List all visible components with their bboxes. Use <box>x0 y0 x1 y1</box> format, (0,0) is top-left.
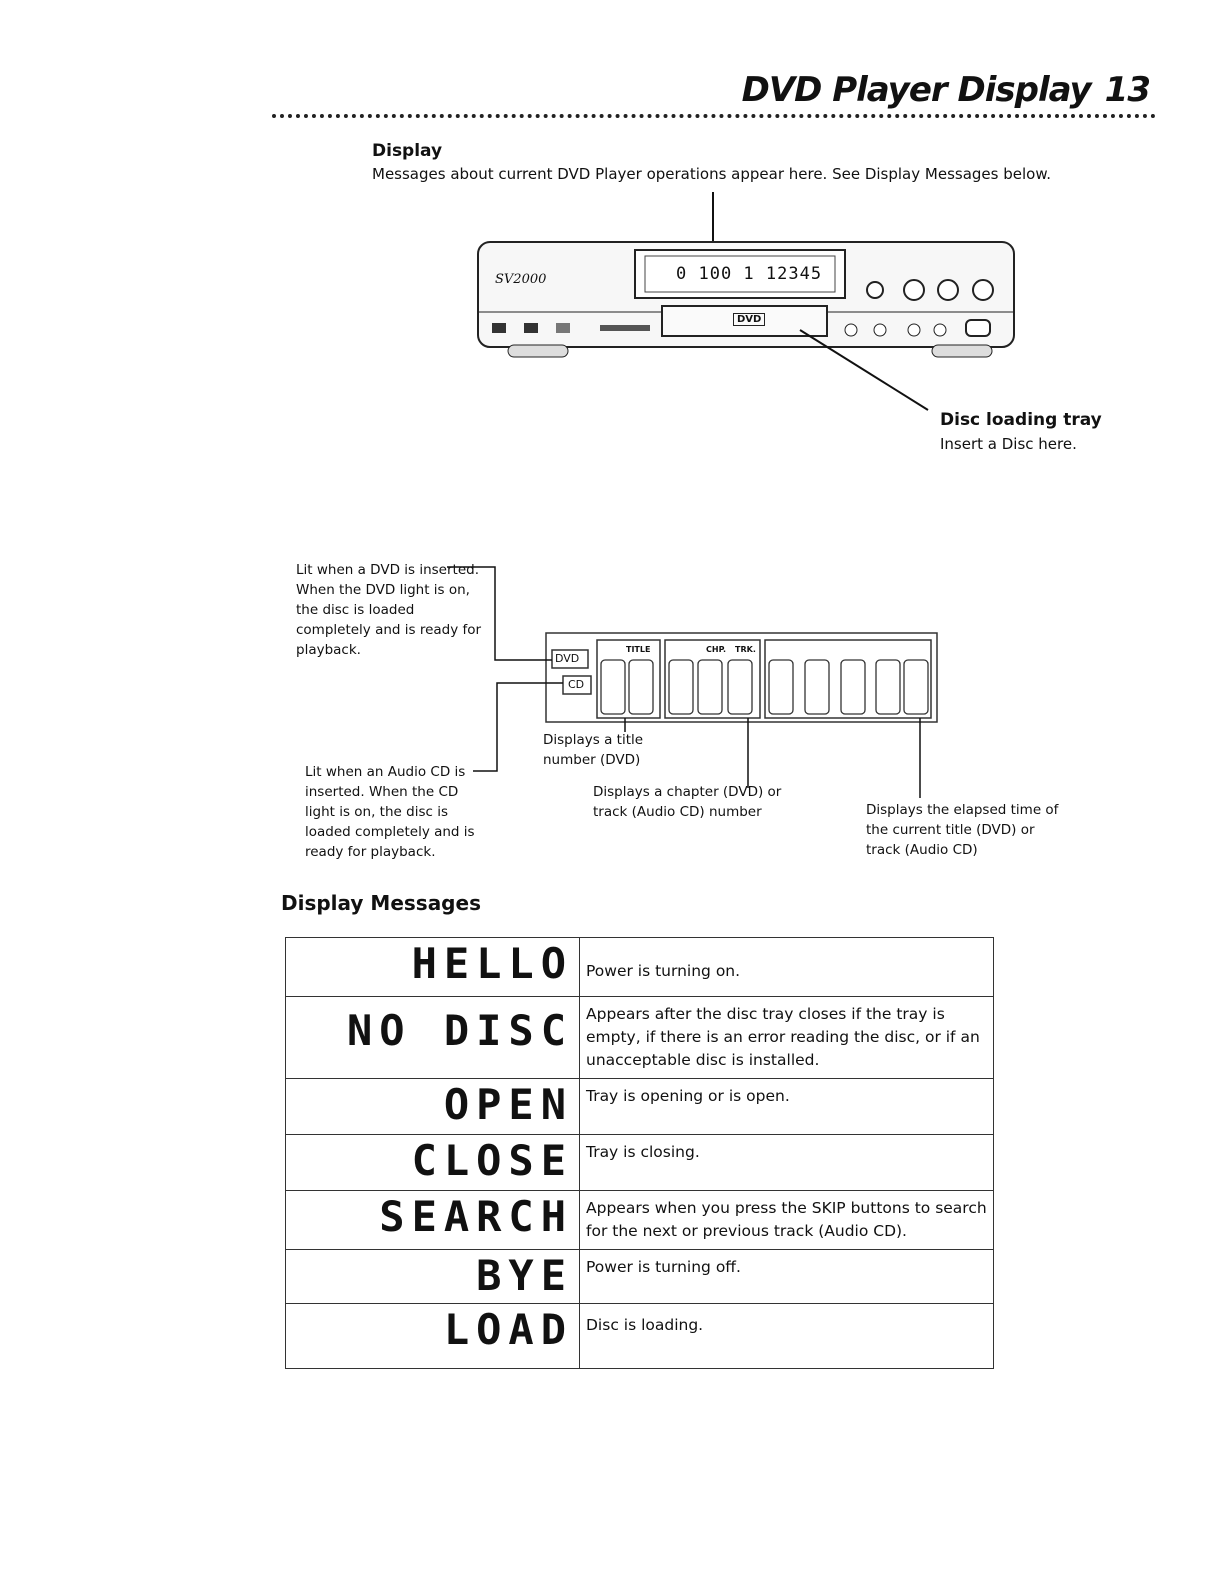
message-code: OPEN <box>286 1079 580 1135</box>
player-brand: SV2000 <box>495 272 547 287</box>
elapsed-time-callout: Displays the elapsed time of the current title (DVD) or track (Audio CD) <box>866 802 1059 858</box>
display-heading: Display <box>372 141 443 161</box>
chp-tag: CHP. <box>706 645 726 654</box>
trk-tag: TRK. <box>735 645 756 654</box>
title-tag: TITLE <box>626 645 651 654</box>
display-messages-table <box>285 937 994 1369</box>
table-row <box>286 1304 994 1369</box>
message-text: Power is turning off. <box>580 1250 994 1304</box>
message-code: LOAD <box>286 1304 580 1369</box>
title-number-callout: Displays a title number (DVD) <box>543 732 644 768</box>
message-text: Tray is closing. <box>580 1135 994 1191</box>
table-row <box>286 1250 994 1304</box>
tray-callout-text: Insert a Disc here. <box>940 435 1077 453</box>
messages-heading: Display Messages <box>281 891 481 915</box>
message-code: NO DISC <box>286 997 580 1079</box>
player-lcd-readout: 0 100 1 12345 <box>676 264 823 284</box>
table-row <box>286 997 994 1079</box>
table-row <box>286 1191 994 1250</box>
table-row <box>286 1135 994 1191</box>
tray-callout-heading: Disc loading tray <box>940 410 1102 430</box>
table-row <box>286 938 994 997</box>
message-code: SEARCH <box>286 1191 580 1250</box>
message-code: CLOSE <box>286 1135 580 1191</box>
message-text: Tray is opening or is open. <box>580 1079 994 1135</box>
message-code: BYE <box>286 1250 580 1304</box>
message-text: Appears after the disc tray closes if the tray is empty, if there is an error reading the disc, or if an unacceptable disc is installed. <box>580 997 994 1079</box>
page-number: 13 <box>1104 70 1150 110</box>
dvd-indicator: DVD <box>555 652 580 665</box>
table-row <box>286 1079 994 1135</box>
message-text: Power is turning on. <box>580 938 994 997</box>
display-description: Messages about current DVD Player operations appear here. See Display Messages below. <box>372 165 1051 183</box>
cd-indicator: CD <box>568 678 585 691</box>
chapter-number-callout: Displays a chapter (DVD) or track (Audio CD) number <box>593 784 782 820</box>
dvd-lit-callout: Lit when a DVD is inserted. When the DVD light is on, the disc is loaded completely and is ready for playback. <box>296 562 482 658</box>
message-text: Appears when you press the SKIP buttons to search for the next or previous track (Audio CD). <box>580 1191 994 1250</box>
tray-dvd-logo: DVD <box>733 313 765 326</box>
page-title-text: DVD Player Display <box>741 70 1091 110</box>
message-code: HELLO <box>286 938 580 997</box>
cd-lit-callout: Lit when an Audio CD is inserted. When the CD light is on, the disc is loaded completely and is ready for playback. <box>305 764 475 860</box>
message-text: Disc is loading. <box>580 1304 994 1369</box>
